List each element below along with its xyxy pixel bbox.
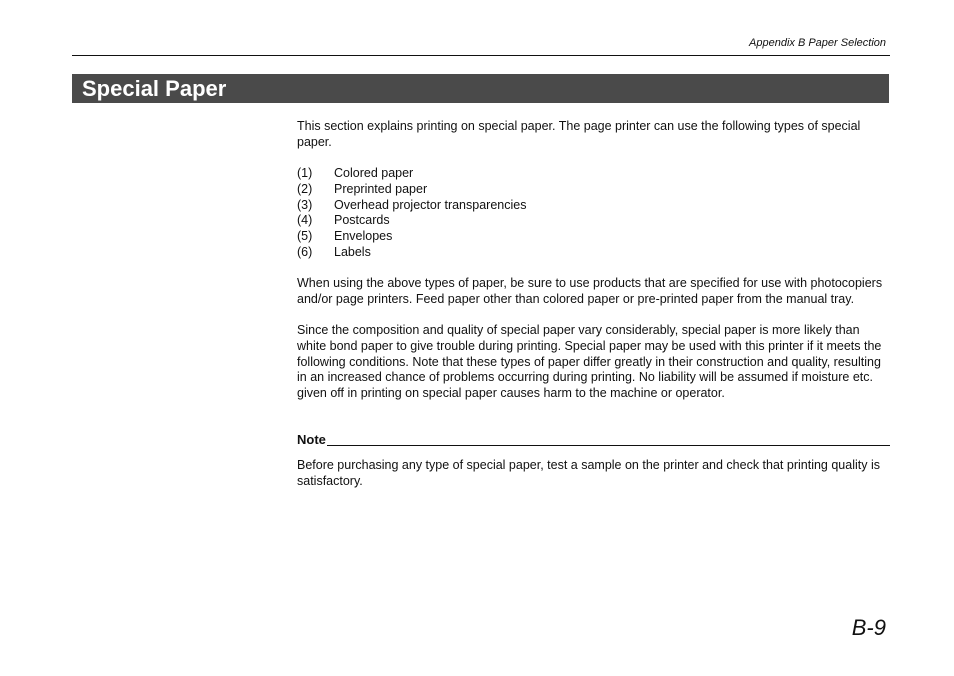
list-item-label: Overhead projector transparencies <box>334 197 527 212</box>
list-item <box>297 198 890 214</box>
list-item-number: (1) <box>297 166 313 181</box>
note-text: Before purchasing any type of special paper, test a sample on the printer and check that printing quality is satisfactory. <box>297 458 880 488</box>
paper-type-list <box>297 166 890 260</box>
conditions-paragraph: Since the composition and quality of special paper vary considerably, special paper is more likely than white bond paper to give trouble during printing. Special paper may be used with this printer if it meets the following conditions. Note that these types of paper differ greatly in their construction and quality, resulting in an increased chance of problems occurring during printing. No liability will be assumed if moisture etc. given off in printing on special paper causes harm to the machine or operator. <box>297 323 882 400</box>
list-item-label: Postcards <box>334 213 390 228</box>
page-number: B-9 <box>851 615 886 640</box>
usage-paragraph: When using the above types of paper, be sure to use products that are specified for use with photocopiers and/or page printers. Feed paper other than colored paper or pre-printed paper from the manual tray. <box>297 276 883 306</box>
list-item-label: Colored paper <box>334 166 414 181</box>
running-header: Appendix B Paper Selection <box>749 37 886 49</box>
list-item <box>297 245 890 261</box>
section-title: Special Paper <box>82 76 227 101</box>
section-body <box>297 119 890 402</box>
list-item-number: (5) <box>297 228 313 243</box>
note-label: Note <box>297 432 326 447</box>
list-item-number: (2) <box>297 181 313 196</box>
intro-paragraph: This section explains printing on special paper. The page printer can use the following types of special paper. <box>297 119 861 149</box>
list-item <box>297 182 890 198</box>
list-item <box>297 229 890 245</box>
list-item-number: (6) <box>297 244 313 259</box>
note-rule <box>327 445 890 446</box>
header-rule <box>72 55 890 56</box>
list-item-label: Envelopes <box>334 228 393 243</box>
list-item-label: Preprinted paper <box>334 181 428 196</box>
section-title-bar <box>72 74 889 103</box>
list-item <box>297 166 890 182</box>
list-item-number: (4) <box>297 213 313 228</box>
list-item-number: (3) <box>297 197 313 212</box>
list-item-label: Labels <box>334 244 371 259</box>
note-heading <box>297 432 890 448</box>
list-item <box>297 213 890 229</box>
